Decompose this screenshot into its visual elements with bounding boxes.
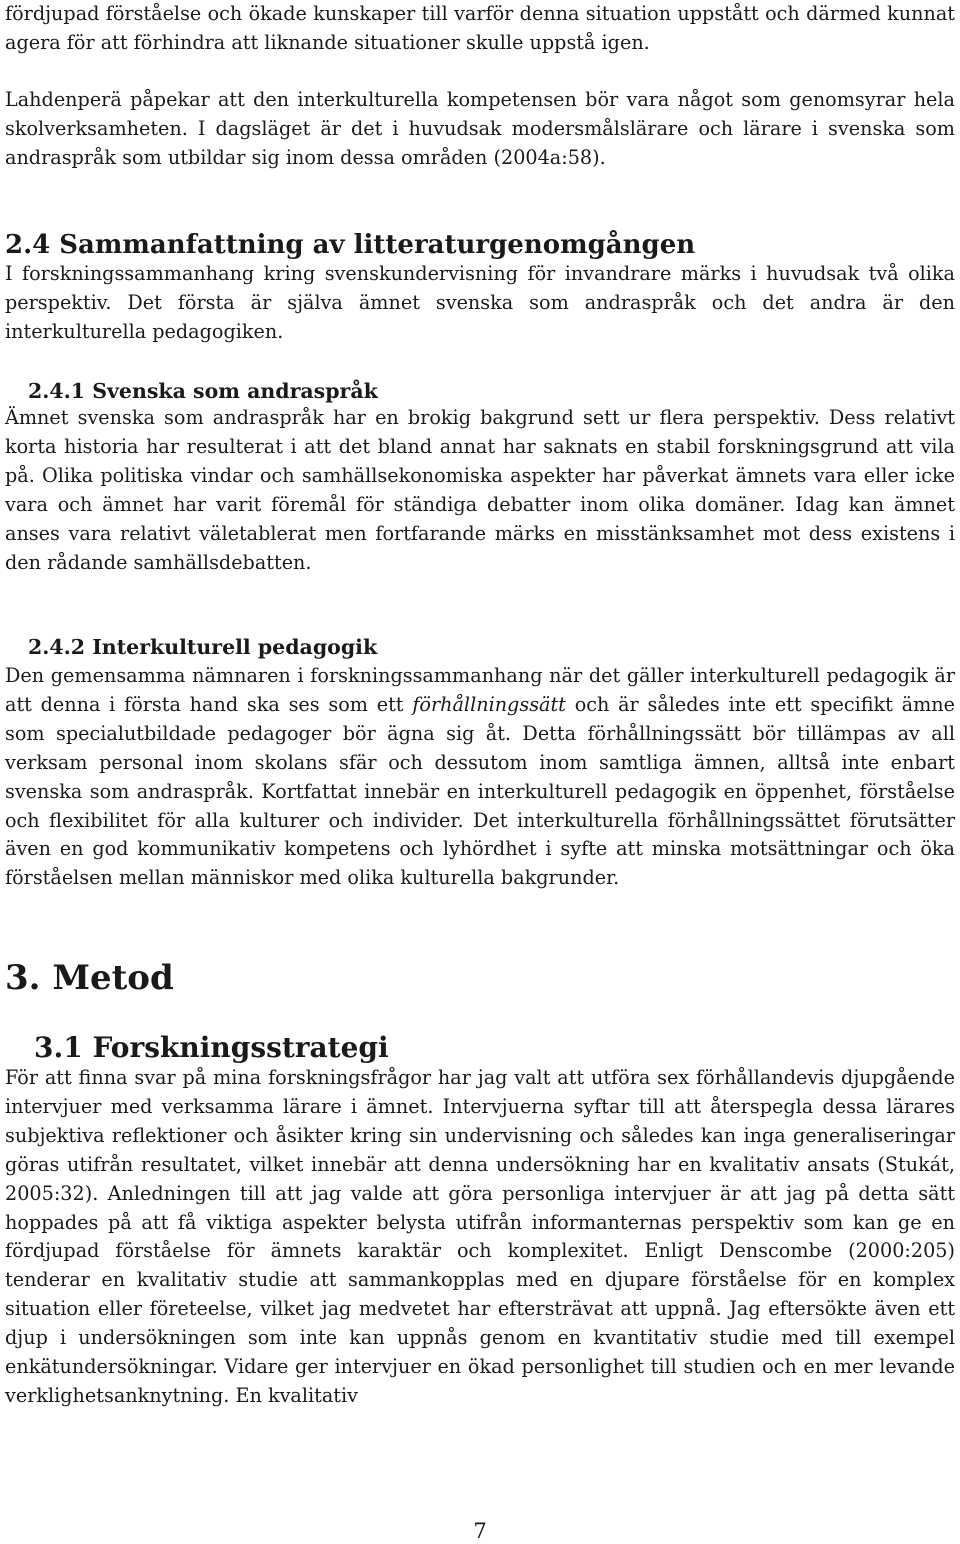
paragraph-2-4: I forskningssammanhang kring svenskundervisning för invandrare märks i huvudsak två olika perspektiv. Det första är själva ämnet svenska som andraspråk och det andra är den interkulturella pedagogiken.	[5, 262, 955, 343]
paragraph-2-4-2-part-a: Den gemensamma nämnaren i forskningssammanhang när det gäller interkulturell pedagogik är att denna i första hand ska ses som ett	[5, 664, 955, 716]
paragraph-2-4-1: Ämnet svenska som andraspråk har en brokig bakgrund sett ur flera perspektiv. Dess relativt korta historia har resulterat i att det bland annat har saknats en stabil forskningsgrund att vila på. Olika politiska vindar och samhällsekonomiska aspekter har påverkat ämnets vara eller icke vara och ämnet har varit föremål för ständiga debatter inom olika domäner. Idag kan ämnet anses vara relativt väletablerat men fortfarande märks en misstänksamhet mot dess existens i den rådande samhällsdebatten.	[5, 406, 955, 574]
page-number: 7	[473, 1519, 487, 1543]
heading-2-4-1: 2.4.1 Svenska som andraspråk	[28, 379, 378, 403]
paragraph-lahdenpera: Lahdenperä påpekar att den interkulturella kompetensen bör vara något som genomsyrar hela skolverksamheten. I dagsläget är det i huvudsak modersmålslärare och lärare i svenska som andraspråk som utbildar sig inom dessa områden (2004a:58).	[5, 88, 955, 169]
heading-3-1: 3.1 Forskningsstrategi	[34, 1031, 389, 1064]
paragraph-intro: fördjupad förståelse och ökade kunskaper till varför denna situation uppstått och därmed kunnat agera för att förhindra att liknande situationer skulle uppstå igen.	[5, 2, 955, 54]
heading-2-4: 2.4 Sammanfattning av litteraturgenomgången	[5, 230, 696, 260]
heading-2-4-2: 2.4.2 Interkulturell pedagogik	[28, 635, 378, 659]
paragraph-3-1: För att finna svar på mina forskningsfrågor har jag valt att utföra sex förhållandevis djupgående intervjuer med verksamma lärare i ämnet. Intervjuerna syftar till att återspegla dessa lärares subjektiva reflektioner och åsikter kring sin undervisning och således kan inga generaliseringar göras utifrån resultatet, vilket innebär att denna undersökning har en kvalitativ ansats (Stukát, 2005:32). Anledningen till att jag valde att göra personliga intervjuer är att jag på detta sätt hoppades på att få viktiga aspekter belysta utifrån informanternas perspektiv som kan ge en fördjupad förståelse för ämnets karaktär och komplexitet. Enligt Denscombe (2000:205) tenderar en kvalitativ studie att sammankopplas med en djupare förståelse för en komplex situation eller företeelse, vilket jag medvetet har eftersträvat att uppnå. Jag eftersökte även ett djup i undersökningen som inte kan uppnås genom en kvantitativ studie med till exempel enkätundersökningar. Vidare ger intervjuer en ökad personlighet till studien och en mer levande verklighetsanknytning. En kvalitativ	[5, 1066, 955, 1407]
emphasis-forhallningssatt: förhållningssätt	[412, 692, 566, 716]
paragraph-2-4-2-part-b: och är således inte ett specifikt ämne som specialutbildade pedagoger bör ägna sig åt. Detta förhållningssätt bör tillämpas av all verksam personal inom skolans sfär och dessutom inom samtliga ämnen, alltså inte enbart svenska som andraspråk. Kortfattat innebär en interkulturell pedagogik en öppenhet, förståelse och flexibilitet för alla kulturer och individer. Det interkulturella förhållningssättet förutsätter även en god kommunikativ kompetens och lyhördhet i syfte att minska motsättningar och öka förståelsen mellan människor med olika kulturella bakgrunder.	[5, 692, 956, 890]
heading-3-metod: 3. Metod	[5, 958, 174, 998]
paragraph-2-4-2	[5, 662, 955, 893]
